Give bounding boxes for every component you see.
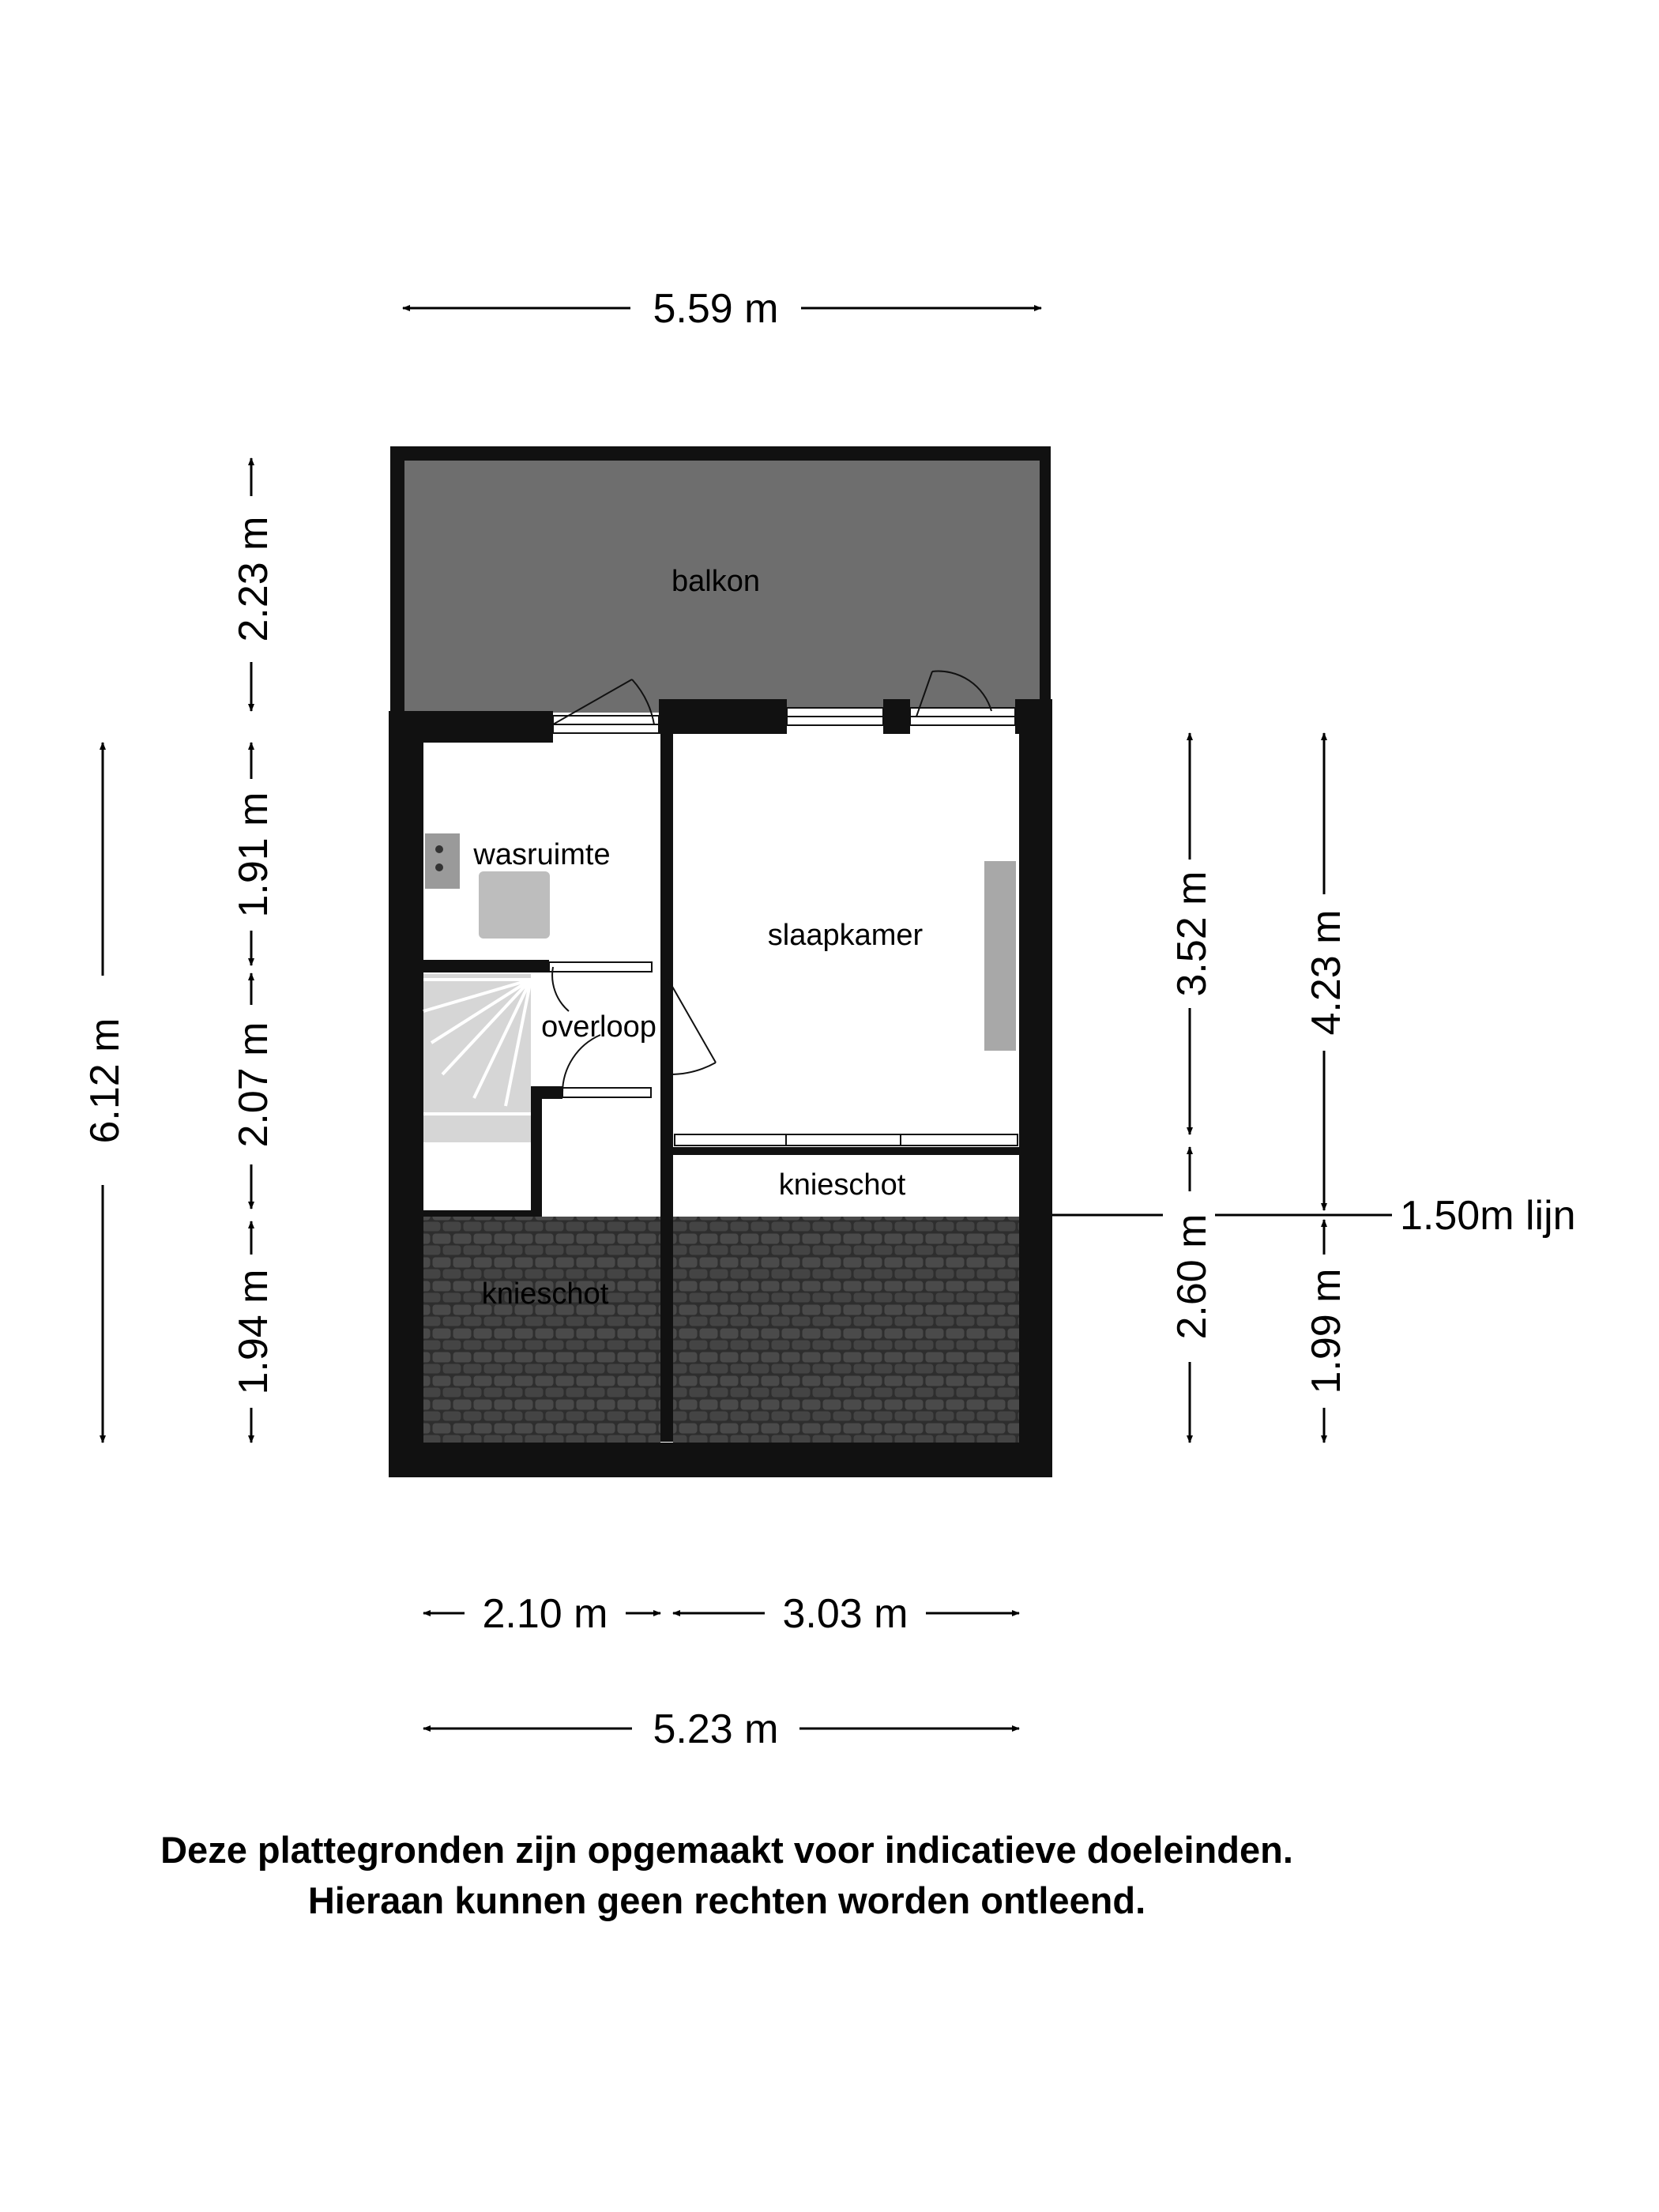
wall-top-mid <box>659 699 787 734</box>
roof-tiles-right <box>673 1217 1019 1443</box>
dimension-bottom-total: 5.23 m <box>653 1706 779 1752</box>
wall-top-pier <box>883 699 910 734</box>
roof-tiles-left <box>423 1217 660 1443</box>
openings <box>549 672 1018 1146</box>
bedroom-door-swing <box>668 980 716 1074</box>
washing-machine <box>479 871 550 939</box>
dimension-right-lower-inner: 2.60 m <box>1169 1213 1215 1340</box>
drain-icon <box>435 863 443 871</box>
outer-wall-bottom <box>389 1443 1052 1477</box>
laundry-door <box>549 962 652 972</box>
landing-label: overloop <box>541 1010 656 1044</box>
outer-wall-right <box>1019 707 1052 1477</box>
outer-wall-left <box>389 743 423 1477</box>
laundry-label: wasruimte <box>473 838 611 871</box>
dimension-bottom-left: 2.10 m <box>482 1591 608 1637</box>
knee-wall-left-label: knieschot <box>481 1277 609 1311</box>
knee-wall-right-label: knieschot <box>778 1168 906 1202</box>
wardrobe <box>984 861 1016 1051</box>
tap-icon <box>435 845 443 853</box>
wardrobe-doors <box>675 1134 1018 1146</box>
disclaimer-line-2: Hieraan kunnen geen rechten worden ontleend. <box>307 1879 1146 1921</box>
height-line-label: 1.50m lijn <box>1400 1193 1576 1239</box>
disclaimer <box>0 1825 1454 1926</box>
dimension-top-total: 5.59 m <box>653 286 779 332</box>
wall-landing-bottom <box>539 1086 562 1099</box>
dimension-left-landing: 2.07 m <box>231 1021 276 1148</box>
stair-landing-bottom <box>423 1144 531 1210</box>
wall-top-left <box>389 711 553 743</box>
landing-lower-door <box>562 1088 651 1097</box>
staircase <box>423 974 531 1210</box>
wall-stair-right <box>531 1086 542 1221</box>
disclaimer-line-1: Deze plattegronden zijn opgemaakt voor indicatieve doeleinden. <box>160 1829 1293 1871</box>
laundry-door-swing <box>552 967 569 1011</box>
roof-tiles <box>423 1217 1019 1443</box>
dimension-left-balcony: 2.23 m <box>231 516 276 642</box>
laundry-counter <box>425 833 460 889</box>
dimension-left-kneewall: 1.94 m <box>231 1269 276 1395</box>
wall-bedroom-bottom <box>673 1147 1021 1155</box>
wall-mid-vertical <box>660 731 673 1442</box>
wall-laundry-bottom <box>423 960 549 972</box>
dimension-bottom-right: 3.03 m <box>782 1591 908 1637</box>
dimension-left-laundry: 1.91 m <box>231 792 276 918</box>
balcony-label: balkon <box>672 565 760 598</box>
dimension-right-bedroom-inner: 3.52 m <box>1169 871 1215 997</box>
bedroom-label: slaapkamer <box>767 919 924 952</box>
wall-top-right <box>1015 699 1052 734</box>
dimension-right-lower-outer: 1.99 m <box>1304 1268 1349 1394</box>
dimension-right-bedroom-outer: 4.23 m <box>1304 909 1349 1036</box>
dimension-left-total: 6.12 m <box>82 1018 128 1144</box>
